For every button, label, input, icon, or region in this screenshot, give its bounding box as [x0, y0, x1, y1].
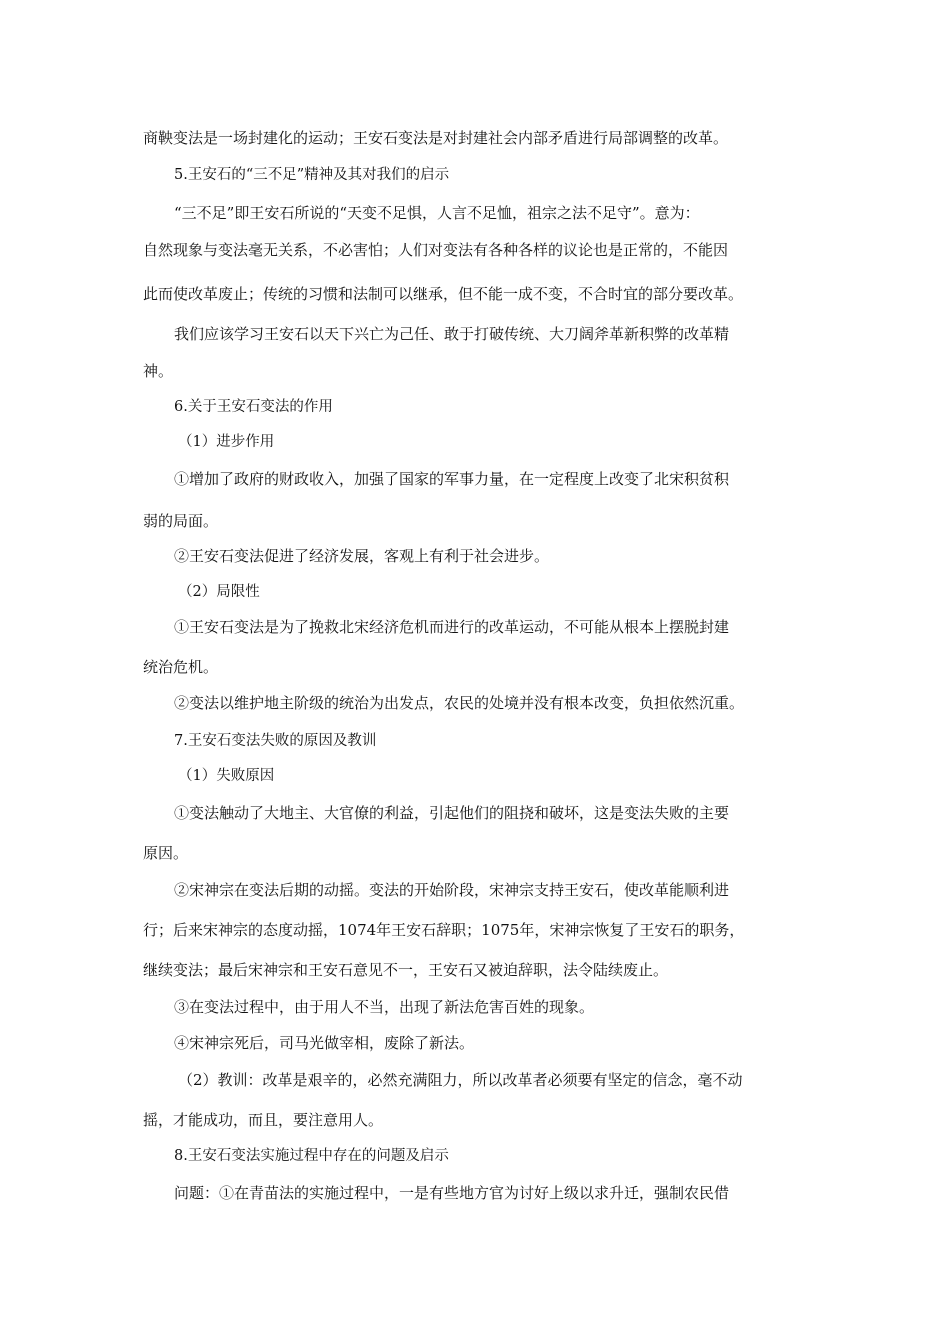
list-item: ②宋神宗在变法后期的动摇。变法的开始阶段，宋神宗支持王安石，使改革能顺利进 — [174, 881, 730, 899]
list-item: ②变法以维护地主阶级的统治为出发点，农民的处境并没有根本改变，负担依然沉重。 — [174, 694, 745, 712]
paragraph-line: 行；后来宋神宗的态度动摇，1074年王安石辞职；1075年，宋神宗恢复了王安石的职务， — [143, 921, 745, 939]
list-item: ①增加了政府的财政收入，加强了国家的军事力量，在一定程度上改变了北宋积贫积 — [174, 470, 730, 488]
subheading: （2）局限性 — [178, 584, 260, 600]
paragraph-line: 我们应该学习王安石以天下兴亡为己任、敢于打破传统、大刀阔斧革新积弊的改革精 — [174, 325, 730, 343]
section-heading-8: 8.王安石变法实施过程中存在的问题及启示 — [174, 1148, 449, 1164]
list-item: ②王安石变法促进了经济发展，客观上有利于社会进步。 — [174, 547, 550, 565]
paragraph-line: 原因。 — [143, 844, 189, 862]
paragraph-line: 问题：①在青苗法的实施过程中，一是有些地方官为讨好上级以求升迁，强制农民借 — [174, 1184, 730, 1202]
paragraph-line: 弱的局面。 — [143, 512, 219, 530]
subheading: （1）失败原因 — [178, 768, 275, 784]
paragraph-line: 继续变法；最后宋神宗和王安石意见不一，王安石又被迫辞职，法令陆续废止。 — [143, 961, 669, 979]
section-heading-7: 7.王安石变法失败的原因及教训 — [174, 733, 377, 749]
subheading: （1）进步作用 — [178, 434, 275, 450]
paragraph-line: 统治危机。 — [143, 658, 219, 676]
paragraph-line: 商鞅变法是一场封建化的运动；王安石变法是对封建社会内部矛盾进行局部调整的改革。 — [143, 129, 729, 147]
subheading: （2）教训：改革是艰辛的，必然充满阻力，所以改革者必须要有坚定的信念，毫不动 — [178, 1071, 743, 1089]
list-item: ①变法触动了大地主、大官僚的利益，引起他们的阻挠和破坏，这是变法失败的主要 — [174, 804, 730, 822]
section-heading-6: 6.关于王安石变法的作用 — [174, 399, 333, 415]
paragraph-line: 摇，才能成功，而且，要注意用人。 — [143, 1111, 384, 1129]
paragraph-line: 神。 — [143, 362, 174, 380]
paragraph-line: “三不足”即王安石所说的“天变不足惧，人言不足恤，祖宗之法不足守”。意为： — [174, 204, 700, 222]
paragraph-line: 自然现象与变法毫无关系，不必害怕；人们对变法有各种各样的议论也是正常的，不能因 — [143, 241, 729, 259]
list-item: ③在变法过程中，由于用人不当，出现了新法危害百姓的现象。 — [174, 998, 595, 1016]
list-item: ④宋神宗死后，司马光做宰相，废除了新法。 — [174, 1034, 475, 1052]
paragraph-line: 此而使改革废止；传统的习惯和法制可以继承，但不能一成不变，不合时宜的部分要改革。 — [143, 285, 744, 303]
section-heading-5: 5.王安石的“三不足”精神及其对我们的启示 — [174, 167, 450, 183]
list-item: ①王安石变法是为了挽救北宋经济危机而进行的改革运动，不可能从根本上摆脱封建 — [174, 618, 730, 636]
